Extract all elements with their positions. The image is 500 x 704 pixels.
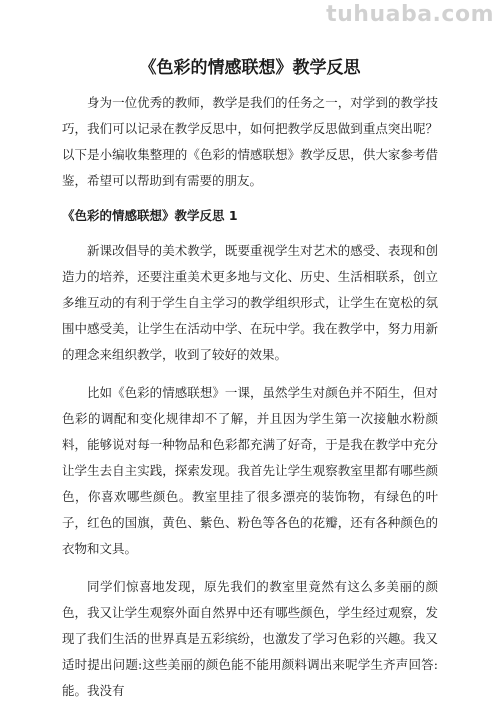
body-paragraph-1: 新课改倡导的美术教学，既要重视学生对艺术的感受、表现和创造力的培养，还要注重美术更多地与文化、历史、生活相联系，创立多维互动的有利于学生自主学习的教学组织形式，让学生在宽松的氛围中感受美，让学生在活动中学、在玩中学。我在教学中，努力用新的理念来组织教学，收到了较好的效果。	[62, 243, 438, 363]
document-title: 《色彩的情感联想》教学反思	[139, 58, 361, 78]
watermark: tuhuaba.com	[326, 2, 494, 27]
intro-paragraph: 身为一位优秀的教师，教学是我们的任务之一，对学到的教学技巧，我们可以记录在教学反思中，如何把教学反思做到重点突出呢？以下是小编收集整理的《色彩的情感联想》教学反思，供大家参考借鉴，希望可以帮助到有需要的朋友。	[62, 95, 438, 189]
body-paragraph-3: 同学们惊喜地发现，原先我们的教室里竟然有这么多美丽的颜色，我又让学生观察外面自然界中还有哪些颜色，学生经过观察，发现了我们生活的世界真是五彩缤纷，也激发了学习色彩的兴趣。我又适时提出问题:这些美丽的颜色能不能用颜料调出来呢学生齐声回答:能。我没有	[62, 579, 438, 699]
section-heading: 《色彩的情感联想》教学反思 1	[62, 208, 238, 224]
body-paragraph-2: 比如《色彩的情感联想》一课，虽然学生对颜色并不陌生，但对色彩的调配和变化规律却不了解，并且因为学生第一次接触水粉颜料，能够说对每一种物品和色彩都充满了好奇，于是我在教学中充分让学生去自主实践，探索发现。我首先让学生观察教室里都有哪些颜色，你喜欢哪些颜色。教室里挂了很多漂亮的装饰物，有绿色的叶子，红色的国旗，黄色、紫色、粉色等各色的花瓣，还有各种颜色的衣物和文具。	[62, 385, 438, 557]
